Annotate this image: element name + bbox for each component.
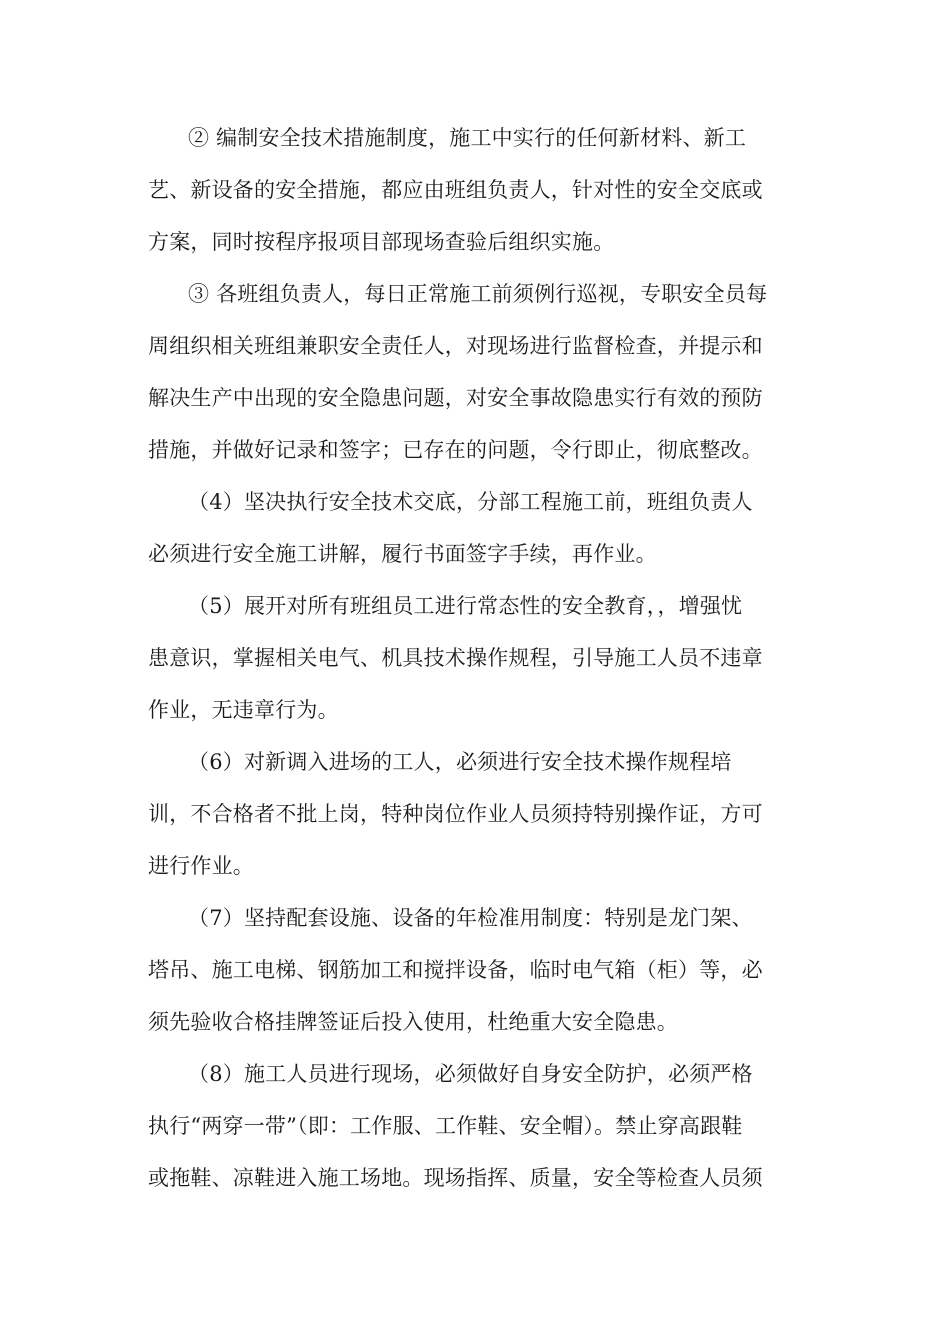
text-line: 训，不合格者不批上岗，特种岗位作业人员须持特别操作证，方可 (148, 802, 763, 826)
text-line: 塔吊、施工电梯、钢筋加工和搅拌设备，临时电气箱（柜）等，必 (148, 958, 763, 982)
text-line: （5）展开对所有班组员工进行常态性的安全教育，，增强忧 (188, 594, 743, 618)
text-line: 作业，无违章行为。 (148, 698, 339, 722)
text-line: （7）坚持配套设施、设备的年检准用制度：特别是龙门架、 (188, 906, 753, 930)
text-line: 进行作业。 (148, 854, 254, 878)
text-line: 执行“两穿一带”（即：工作服、工作鞋、安全帽）。禁止穿高跟鞋 (148, 1114, 743, 1138)
text-line: 周组织相关班组兼职安全责任人，对现场进行监督检查，并提示和 (148, 334, 763, 358)
text-line: 艺、新设备的安全措施，都应由班组负责人，针对性的安全交底或 (148, 178, 763, 202)
text-line: （8）施工人员进行现场，必须做好自身安全防护，必须严格 (188, 1062, 753, 1086)
text-line: 或拖鞋、凉鞋进入施工场地。现场指挥、质量，安全等检查人员须 (148, 1166, 763, 1190)
text-line: 必须进行安全施工讲解，履行书面签字手续，再作业。 (148, 542, 657, 566)
text-line: （4）坚决执行安全技术交底，分部工程施工前，班组负责人 (188, 490, 753, 514)
text-line: 措施，并做好记录和签字；已存在的问题，令行即止，彻底整改。 (148, 438, 763, 462)
text-line: ② 编制安全技术措施制度，施工中实行的任何新材料、新工 (188, 126, 747, 150)
text-line: （6）对新调入进场的工人，必须进行安全技术操作规程培 (188, 750, 732, 774)
text-line: 患意识，掌握相关电气、机具技术操作规程，引导施工人员不违章 (148, 646, 763, 670)
text-line: 解决生产中出现的安全隐患问题，对安全事故隐患实行有效的预防 (148, 386, 763, 410)
text-line: ③ 各班组负责人，每日正常施工前须例行巡视，专职安全员每 (188, 282, 768, 306)
text-line: 须先验收合格挂牌签证后投入使用，杜绝重大安全隐患。 (148, 1010, 678, 1034)
text-line: 方案，同时按程序报项目部现场查验后组织实施。 (148, 230, 615, 254)
